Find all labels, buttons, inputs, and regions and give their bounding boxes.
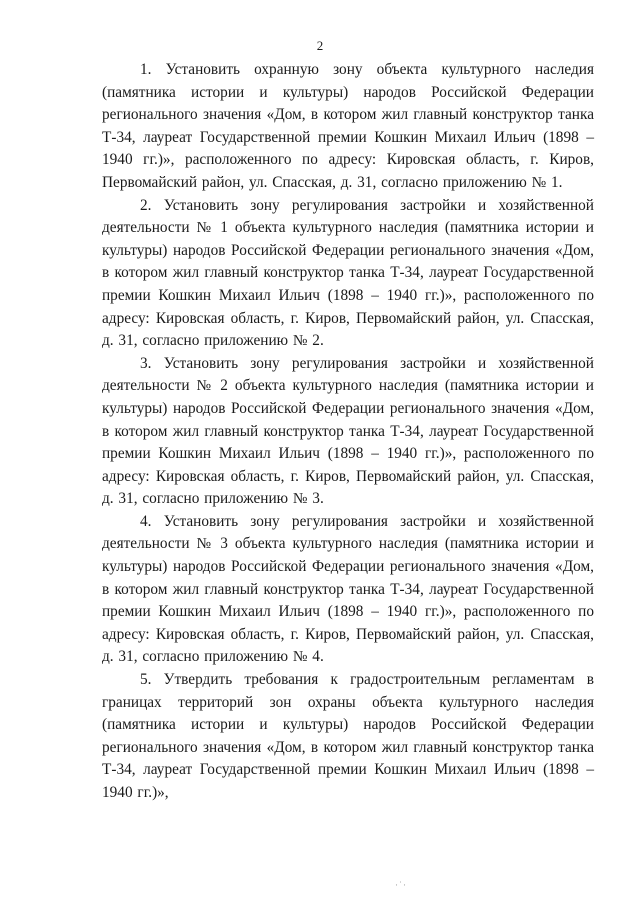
paragraph-2: 2. Установить зону регулирования застройки и хозяйственной деятельности № 1 объекта культурного наследия (памятника истории и культуры) народов Российской Федерации регионального значения «Дом, в котором жил главный конструктор танка Т-34, лауреат Государственной премии Кошкин Михаил Ильич (1898 – 1940 гг.)», расположенного по адресу: Кировская область, г. Киров, Первомайский район, ул. Спасская, д. 31, согласно приложению № 2. [102, 196, 594, 350]
scan-speck: ·˙· [395, 880, 407, 890]
paragraph-5: 5. Утвердить требования к градостроительным регламентам в границах территорий зон охраны объекта культурного наследия (памятника истории и культуры) народов Российской Федерации регионального значения «Дом, в котором жил главный конструктор танка Т-34, лауреат Государственной премии Кошкин Михаил Ильич (1898 – 1940 гг.)», [102, 671, 594, 801]
paragraph-4: 4. Установить зону регулирования застройки и хозяйственной деятельности № 3 объекта культурного наследия (памятника истории и культуры) народов Российской Федерации регионального значения «Дом, в котором жил главный конструктор танка Т-34, лауреат Государственной премии Кошкин Михаил Ильич (1898 – 1940 гг.)», расположенного по адресу: Кировская область, г. Киров, Первомайский район, ул. Спасская, д. 31, согласно приложению № 4. [102, 512, 594, 666]
paragraph-1: 1. Установить охранную зону объекта культурного наследия (памятника истории и культуры) народов Российской Федерации регионального значения «Дом, в котором жил главный конструктор танка Т-34, лауреат Государственной премии Кошкин Михаил Ильич (1898 – 1940 гг.)», расположенного по адресу: Кировская область, г. Киров, Первомайский район, ул. Спасская, д. 31, согласно приложению № 1. [102, 61, 594, 191]
document-body [102, 59, 594, 805]
page-number: 2 [316, 38, 324, 53]
paragraph-3: 3. Установить зону регулирования застройки и хозяйственной деятельности № 2 объекта культурного наследия (памятника истории и культуры) народов Российской Федерации регионального значения «Дом, в котором жил главный конструктор танка Т-34, лауреат Государственной премии Кошкин Михаил Ильич (1898 – 1940 гг.)», расположенного по адресу: Кировская область, г. Киров, Первомайский район, ул. Спасская, д. 31, согласно приложению № 3. [102, 354, 594, 508]
